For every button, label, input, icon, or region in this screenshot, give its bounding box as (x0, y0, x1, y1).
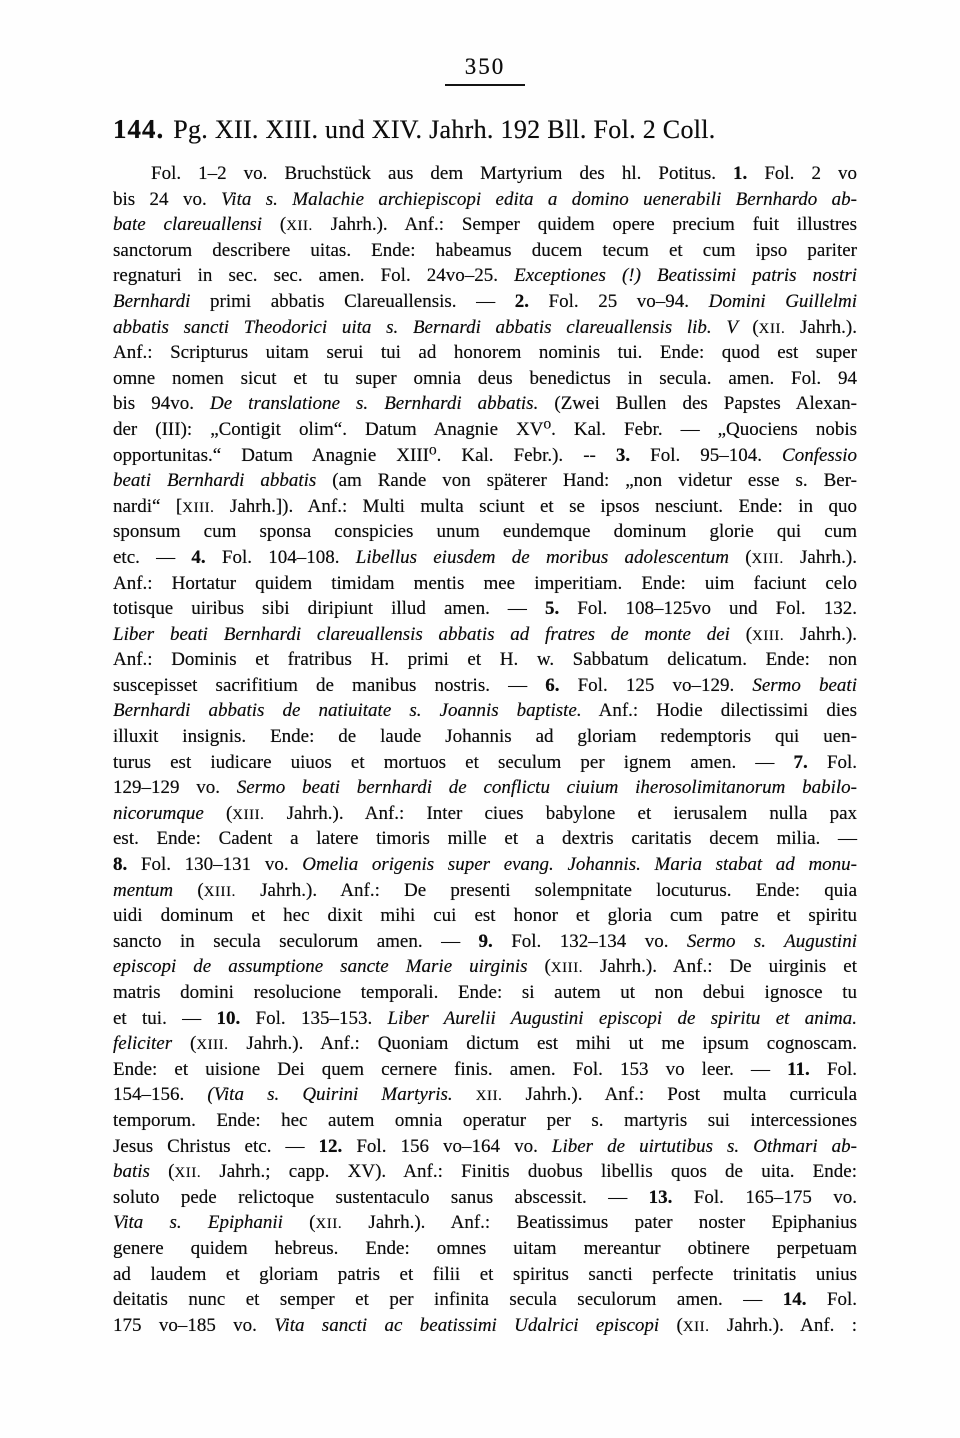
text-segment: 12. (318, 1135, 343, 1157)
text-segment: Exceptiones (!) Beatissimi patris nostri (514, 265, 857, 287)
text-segment: Fol. 135–153. (240, 1007, 388, 1029)
text-segment: ( (752, 316, 759, 338)
text-line (113, 878, 857, 904)
text-segment: der (III): „Contigit olim“. Datum Anagnie XV⁰. Kal. Febr. — „Quociens nobis (113, 418, 857, 440)
text-line (113, 750, 857, 776)
text-segment: 9. (478, 930, 493, 952)
text-segment: Fol. 108–125vo und Fol. 132. (559, 598, 857, 620)
text-segment: feliciter (113, 1033, 190, 1055)
page-header (113, 54, 857, 86)
text-segment: bis 24 vo. (113, 188, 222, 210)
entry-paragraph (113, 161, 857, 1338)
text-segment: nicorumque (113, 802, 226, 824)
text-segment: bate clareuallensi (113, 214, 280, 236)
text-segment: 6. (545, 674, 560, 696)
text-line (113, 1057, 857, 1083)
text-segment: XIII. (232, 806, 265, 823)
page-number: 350 (445, 54, 526, 86)
text-line (113, 698, 857, 724)
text-segment: 175 vo–185 vo. (113, 1314, 275, 1336)
text-segment: ( (309, 1212, 316, 1234)
text-line (113, 545, 857, 571)
text-segment: beati Bernhardi abbatis (113, 470, 333, 492)
text-segment: Jahrh.). Anf.: Inter ciues babylone et ierusalem nulla pax (264, 802, 857, 824)
text-segment: Fol. 125 vo–129. (559, 674, 753, 696)
text-segment: mentum (113, 879, 198, 901)
text-segment: 3. (615, 444, 631, 466)
text-segment: temporum. Ende: hec autem omnia operatur per s. martyris sui intercessiones (113, 1109, 857, 1131)
text-segment: est. Ende: Cadent a latere timoris mille et a dextris caritatis decem milia. — (113, 828, 857, 850)
text-line (113, 1185, 857, 1211)
text-line (113, 724, 857, 750)
text-segment: ad laudem et gloriam patris et filii et spiritus sancti perfecte trinitatis unius (113, 1263, 857, 1285)
text-segment: Fol. 156 vo–164 vo. (342, 1135, 552, 1157)
text-line (113, 468, 857, 494)
text-line (113, 852, 857, 878)
text-line (113, 980, 857, 1006)
text-segment: Sermo beati (752, 674, 857, 696)
text-segment: ( (745, 546, 752, 568)
text-segment: Sermo s. Augustini (686, 930, 857, 952)
text-segment: nardi“ [ (113, 495, 183, 517)
text-segment: Fol. 2 vo (747, 163, 857, 184)
text-segment: soluto pede relictoque sustentaculo sanus abscessit. — (113, 1186, 649, 1208)
text-segment: XII. (758, 320, 786, 337)
text-line (113, 315, 857, 341)
text-segment: XIII. (182, 499, 215, 516)
text-line (113, 1287, 857, 1313)
text-segment: Vita sancti ac beatissimi Udalrici episcopi (274, 1314, 677, 1336)
text-segment: Anf.: Scripturus uitam serui tui ad honorem nominis tui. Ende: quod est super (113, 342, 857, 364)
text-segment: XIII. (550, 960, 584, 977)
text-segment: Anf.: Hortatur quidem timidam mentis mee imperitiam. Ende: uim faciunt celo (113, 572, 857, 594)
text-line (113, 1108, 857, 1134)
text-segment: Fol. (809, 1058, 857, 1080)
text-line (113, 519, 857, 545)
text-segment: matris domini resolucione temporali. Ende: si autem ut non debui ignosce tu (113, 982, 857, 1003)
text-segment: 2. (514, 290, 529, 312)
text-segment: sponsum cum sponsa conspicies unum eundemque dominum glorie qui cum (113, 521, 857, 543)
text-segment: ( (189, 1033, 197, 1055)
text-segment: 129–129 vo. (113, 777, 237, 799)
text-segment: 10. (216, 1007, 241, 1029)
text-segment: Bernhardi (113, 290, 191, 312)
text-line (113, 494, 857, 520)
text-line (113, 571, 857, 597)
text-line (113, 929, 857, 955)
text-segment: Liber Aurelii Augustini episcopi de spiritu et anima. (387, 1007, 857, 1029)
text-line (113, 1082, 857, 1108)
text-segment: Jahrh.). Anf.: De uirginis et (583, 956, 857, 978)
text-segment: bis 94vo. (113, 393, 210, 415)
text-segment: (am Rande von späterer Hand: „non videtur esse s. Ber- (332, 470, 858, 492)
text-line (113, 801, 857, 827)
text-segment: turus est iudicare uiuos et mortuos et seculum per ignem amen. — (113, 751, 794, 773)
text-segment: Jahrh.). Anf. : (709, 1314, 857, 1336)
text-line (113, 340, 857, 366)
text-segment: ( (197, 879, 204, 901)
text-segment: ( (279, 214, 287, 236)
text-segment: Anf.: Hodie dilectissimi dies (581, 700, 857, 722)
text-segment: ( (168, 1161, 175, 1183)
text-segment: etc. — (113, 546, 192, 568)
text-line (113, 775, 857, 801)
text-line (113, 1262, 857, 1288)
text-segment: 13. (648, 1186, 673, 1208)
text-segment: ( (225, 802, 233, 824)
text-segment: primi abbatis Clareuallensis. — (190, 290, 515, 312)
text-line (113, 1210, 857, 1236)
text-line (113, 903, 857, 929)
text-segment: XII. (286, 218, 313, 235)
text-segment: 4. (191, 546, 206, 568)
text-segment: Fol. 165–175 vo. (672, 1186, 857, 1208)
text-line (113, 596, 857, 622)
text-line (113, 289, 857, 315)
text-segment: Jahrh.). Anf.: Beatissimus pater noster Epiphanius (342, 1212, 858, 1234)
text-line (113, 1006, 857, 1032)
text-segment: ( (745, 623, 753, 645)
text-segment: regnaturi in sec. sec. amen. Fol. 24vo–25. (113, 265, 515, 287)
text-segment: totisque uiribus sibi diripiunt illud amen. — (113, 598, 545, 620)
text-segment: Fol. 104–108. (205, 546, 356, 568)
text-segment: Sermo beati bernhardi de conflictu ciuium iherosolimitanorum babilo- (236, 777, 858, 799)
text-segment: genere quidem hebreus. Ende: omnes uitam mereantur obtinere perpetuam (113, 1237, 857, 1259)
text-segment: XIII. (752, 627, 785, 644)
text-segment: Vita s. Epiphanii (113, 1212, 310, 1234)
text-segment: suscepisset sacrifitium de manibus nostris. — (113, 674, 546, 696)
text-segment: Jahrh.]). Anf.: Multi multa sciunt et se ipsos nesciunt. Ende: in quo (214, 495, 857, 517)
text-line (113, 1159, 857, 1185)
text-segment: Fol. 1–2 vo. Bruchstück aus dem Martyrium des hl. Potitus. (151, 163, 734, 184)
text-segment: XIII. (751, 550, 784, 567)
text-segment: Bernhardi abbatis de natiuitate s. Joannis baptiste. (113, 700, 582, 722)
text-line (113, 826, 857, 852)
text-segment: 1. (733, 163, 748, 184)
text-segment: Domini Guillelmi (708, 290, 857, 312)
text-line (113, 417, 857, 443)
text-line (113, 1031, 857, 1057)
text-segment: 154–156. (113, 1084, 208, 1106)
text-line (113, 954, 857, 980)
text-segment: uidi dominum et hec dixit mihi cui est honor et gloria cum patre et spiritu (113, 905, 857, 927)
text-line (113, 647, 857, 673)
entry-heading (113, 114, 857, 145)
text-segment: Jahrh.). Anf.: Quoniam dictum est mihi ut me ipsum cognoscam. (228, 1033, 857, 1055)
text-line (113, 212, 857, 238)
text-line (113, 263, 857, 289)
text-segment: Jesus Christus etc. — (113, 1135, 319, 1157)
text-segment: 11. (787, 1058, 810, 1080)
text-segment: Fol. 132–134 vo. (492, 930, 687, 952)
text-line (113, 1236, 857, 1262)
text-segment: opportunitas.“ Datum Anagnie XIII⁰. Kal. Febr.). -- (113, 444, 616, 466)
text-segment: et tui. — (113, 1007, 217, 1029)
text-segment: Liber de uirtutibus s. Othmari ab- (551, 1135, 857, 1157)
text-segment: Liber beati Bernhardi clareuallensis abbatis ad fratres de monte dei (113, 623, 746, 645)
entry-heading-text: Pg. XII. XIII. und XIV. Jahrh. 192 Bll. Fol. 2 Coll. (173, 115, 716, 144)
entry-number: 144. (113, 114, 165, 144)
text-segment: Fol. 130–131 vo. (127, 854, 303, 876)
text-segment: (Vita s. Quirini Martyris. (207, 1084, 476, 1106)
text-segment: XIII. (203, 883, 236, 900)
text-segment: Jahrh.). Anf.: De presenti solempnitate locuturus. Ende: quia (235, 879, 858, 901)
text-segment: Fol. (806, 1289, 857, 1311)
text-segment: Jahrh.). Anf.: Post multa curricula (502, 1084, 858, 1106)
text-segment: Omelia origenis super evang. Johannis. Maria stabat ad monu- (302, 854, 857, 876)
text-line (113, 443, 857, 469)
text-segment: omne nomen sicut et tu super omnia deus benedictus in secula. amen. Fol. 94 (113, 367, 857, 389)
text-segment: Jahrh.). (785, 316, 857, 338)
text-segment: XII. (174, 1165, 202, 1182)
text-line (113, 187, 857, 213)
text-line (113, 366, 857, 392)
text-segment: XIII. (196, 1037, 229, 1054)
text-segment: XII. (475, 1088, 503, 1105)
text-segment: Jahrh.). (784, 623, 857, 645)
text-segment: Jahrh.; capp. XV). Anf.: Finitis duobus libellis quos de uita. Ende: (201, 1161, 857, 1183)
text-segment: episcopi de assumptione sancte Marie uirginis (113, 956, 545, 978)
text-segment: 8. (113, 854, 128, 876)
text-segment: Jahrh.). Anf.: Semper quidem opere precium fuit illustres (312, 214, 857, 236)
text-segment: (Zwei Bullen des Papstes Alexan- (538, 393, 857, 415)
text-segment: Ende: et uisione Dei quem cernere finis. amen. Fol. 153 vo leer. — (113, 1058, 788, 1080)
text-segment: sancto in secula seculorum amen. — (113, 930, 479, 952)
text-segment: Jahrh.). (783, 546, 857, 568)
text-segment: illuxit insignis. Ende: de laude Johannis ad gloriam redemptoris qui uen- (113, 726, 857, 748)
text-line (113, 1134, 857, 1160)
text-segment: Confessio (782, 444, 857, 466)
text-segment: batis (113, 1161, 169, 1183)
text-segment: Vita s. Malachie archiepiscopi edita a domino uenerabili Bernhardo ab- (221, 188, 857, 210)
text-line (113, 622, 857, 648)
text-line (113, 673, 857, 699)
text-segment: Anf.: Dominis et fratribus H. primi et H. w. Sabbatum delicatum. Ende: non (113, 649, 857, 671)
text-segment: 5. (545, 598, 560, 620)
text-segment: abbatis sancti Theodorici uita s. Bernardi abbatis clareuallensis lib. V (113, 316, 753, 338)
text-segment: ( (676, 1314, 683, 1336)
text-segment: Fol. (807, 751, 857, 773)
text-segment: 14. (782, 1289, 807, 1311)
text-line (113, 391, 857, 417)
text-segment: De translatione s. Bernhardi abbatis. (209, 393, 539, 415)
text-line (113, 161, 857, 187)
text-segment: ( (544, 956, 551, 978)
text-line (113, 1313, 857, 1339)
text-line (113, 238, 857, 264)
text-segment: XII. (315, 1216, 343, 1233)
text-segment: Fol. 95–104. (630, 444, 783, 466)
text-segment: Fol. 25 vo–94. (528, 290, 709, 312)
text-segment: 7. (793, 751, 808, 773)
text-segment: deitatis nunc et semper et per infinita secula seculorum amen. — (113, 1289, 783, 1311)
text-segment: XII. (682, 1318, 710, 1335)
text-segment: sanctorum describere uitas. Ende: habeamus ducem tecum et cum ipso pariter (113, 239, 857, 261)
text-segment: Libellus eiusdem de moribus adolescentum (355, 546, 746, 568)
